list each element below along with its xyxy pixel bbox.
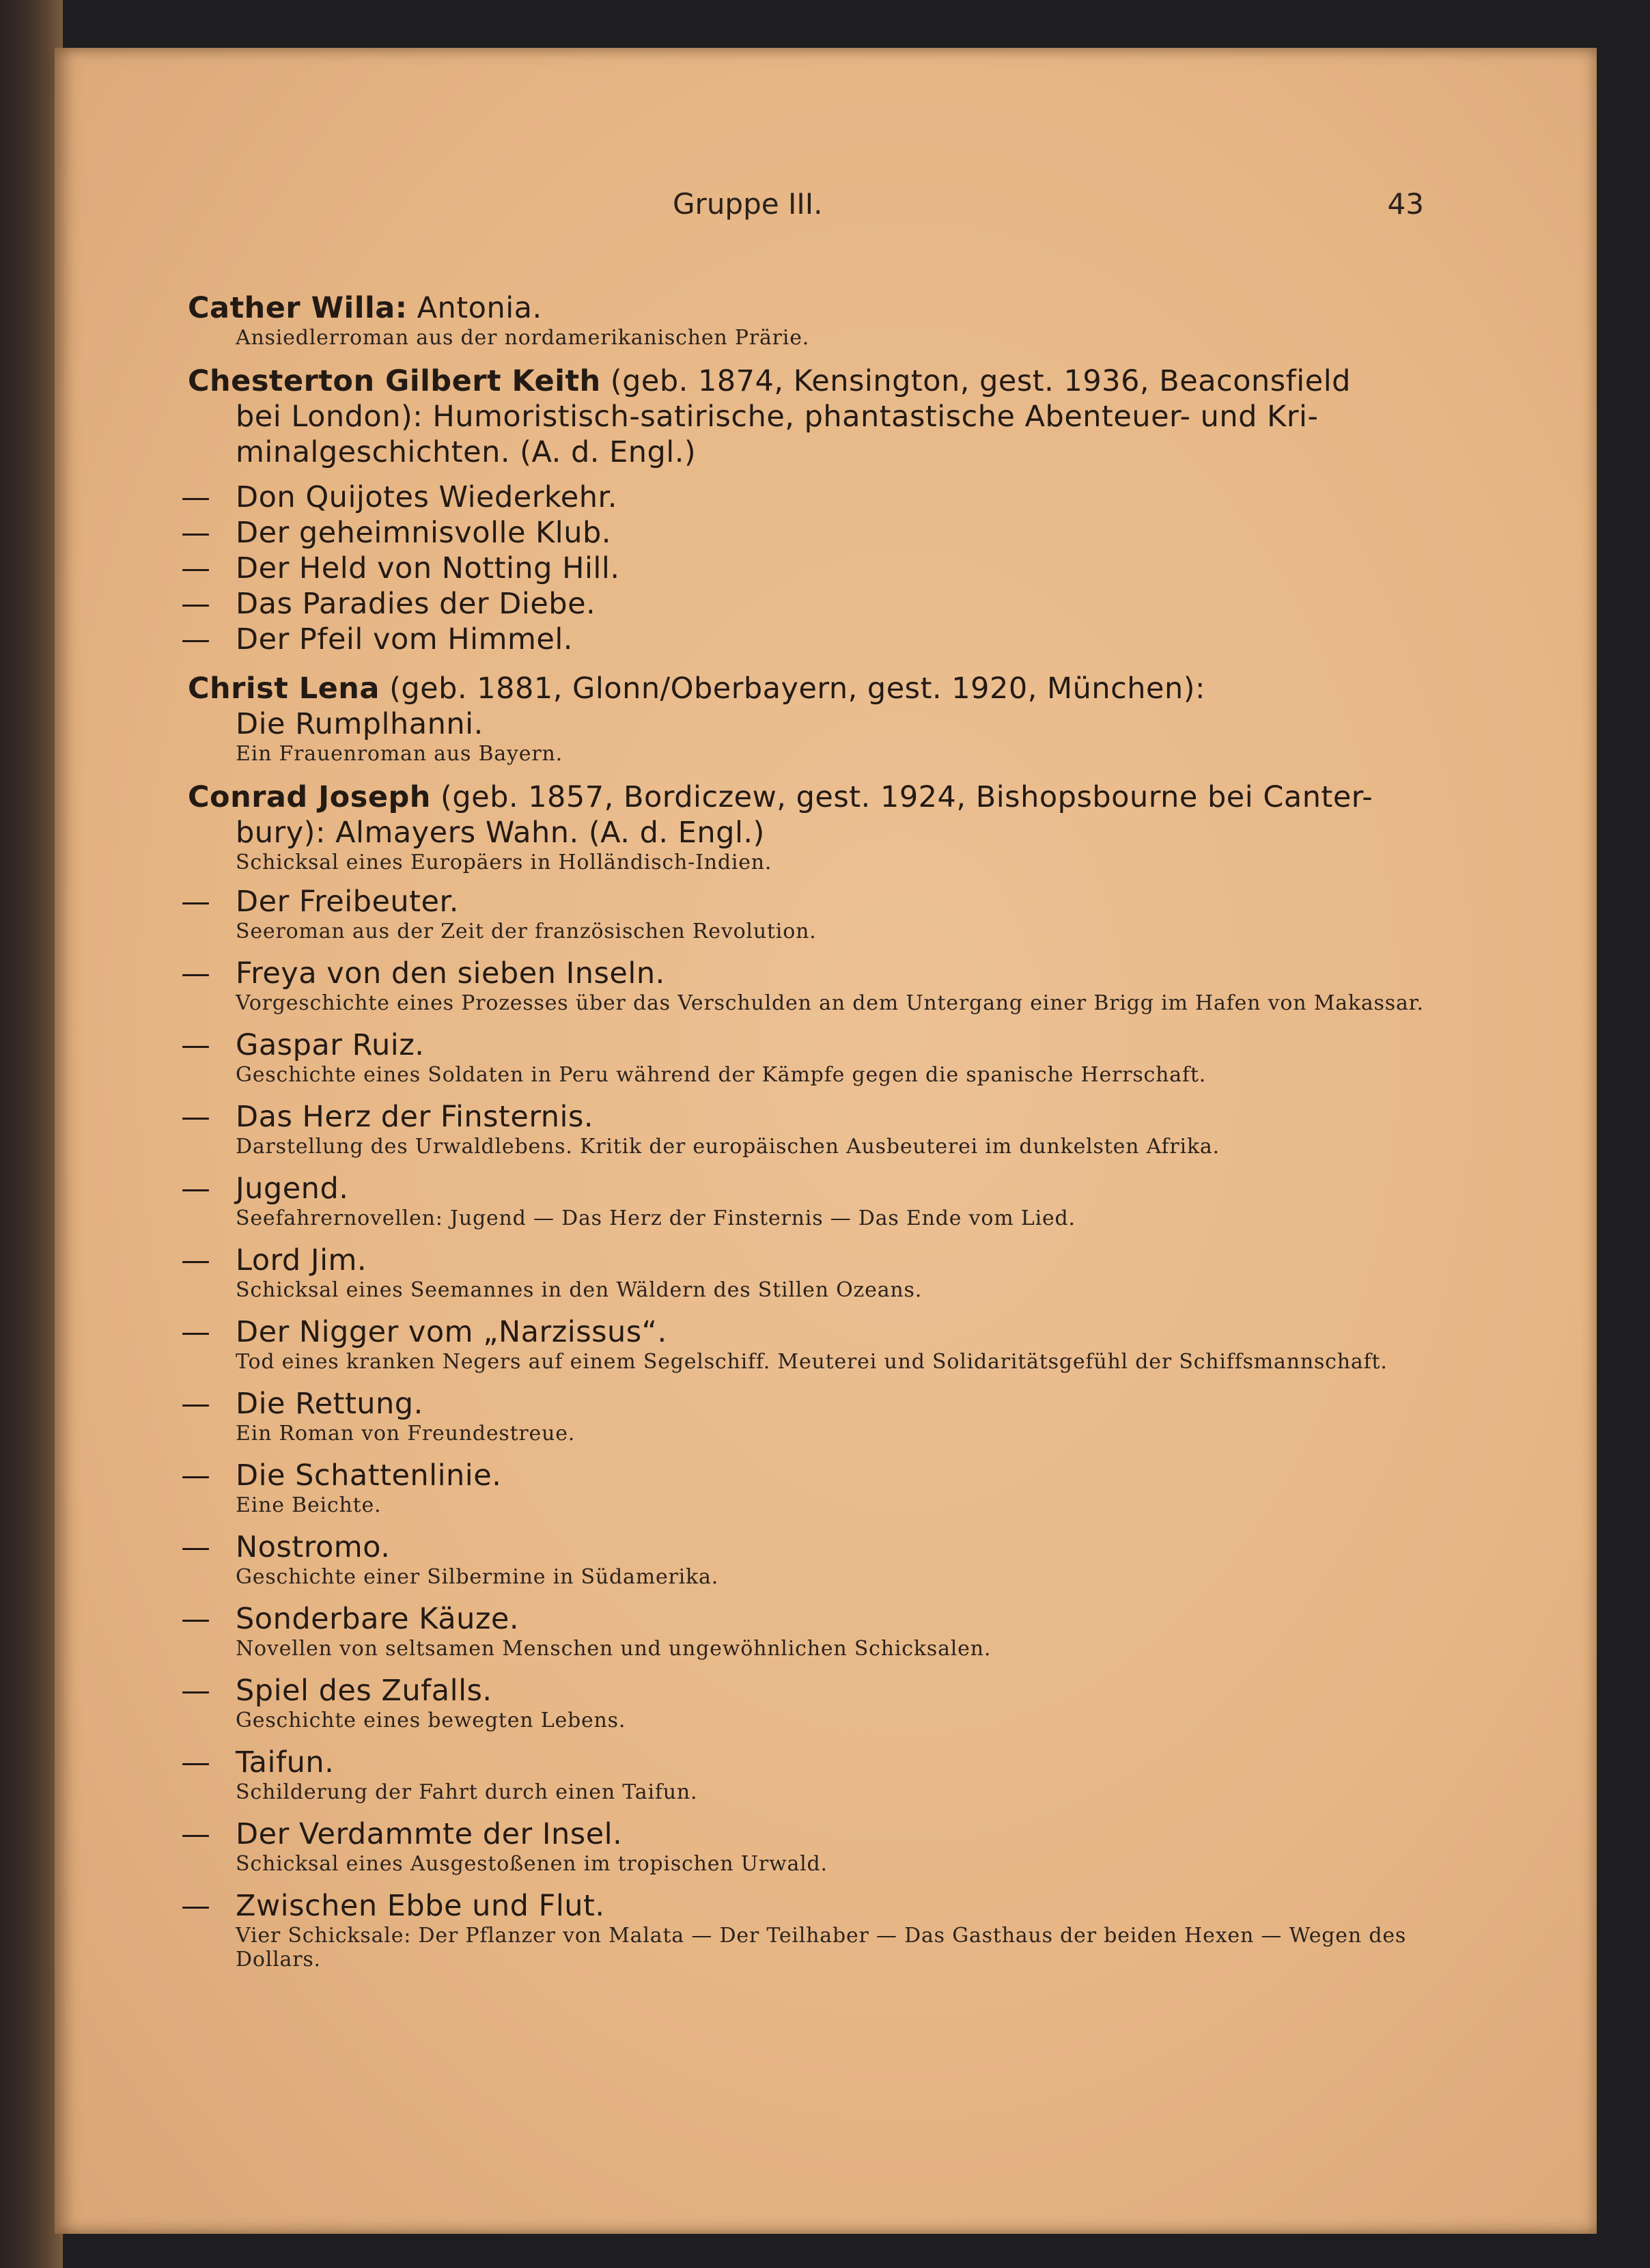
- work-title-row: [181, 1386, 1424, 1422]
- work-description: Darstellung des Urwaldlebens. Kritik der europäischen Ausbeuterei im dunkelsten Afrika.: [236, 1135, 1220, 1159]
- work-item: [181, 1458, 1424, 1517]
- work-item: [181, 480, 1424, 515]
- work-description: Seefahrernovellen: Jugend — Das Herz der Finsternis — Das Ende vom Lied.: [236, 1206, 1076, 1230]
- work-item: [181, 1099, 1424, 1159]
- work-title-row: [181, 1099, 1424, 1135]
- entry-heading: [188, 363, 1424, 399]
- work-title-row: [181, 515, 1424, 551]
- work-item: [181, 1888, 1424, 1972]
- dash-marker: —: [181, 1889, 211, 1923]
- entry-heading-continuation: bei London): Humoristisch-satirische, phantastische Abenteuer- und Kri-: [236, 400, 1319, 434]
- running-title: Gruppe III.: [673, 187, 823, 221]
- work-item: [181, 1673, 1424, 1732]
- entry-heading-text: (geb. 1874, Kensington, gest. 1936, Beaconsfield: [600, 364, 1351, 398]
- work-description: Schilderung der Fahrt durch einen Taifun.: [236, 1780, 698, 1804]
- work-title: Gaspar Ruiz.: [236, 1028, 425, 1062]
- work-title-row: [181, 1027, 1424, 1063]
- dash-marker: —: [181, 1458, 211, 1493]
- dash-marker: —: [181, 1315, 211, 1349]
- author-name: Chesterton Gilbert Keith: [188, 364, 601, 398]
- work-item: [181, 515, 1424, 551]
- work-title: Der Pfeil vom Himmel.: [236, 622, 573, 656]
- dash-marker: —: [181, 885, 211, 919]
- entry-heading: [188, 671, 1424, 706]
- work-description: Vorgeschichte eines Prozesses über das Verschulden an dem Untergang einer Brigg im Hafen von Makassar.: [236, 991, 1424, 1015]
- work-title-row: [181, 1601, 1424, 1637]
- work-title: Die Schattenlinie.: [236, 1458, 502, 1493]
- work-item: [181, 1314, 1424, 1374]
- dash-marker: —: [181, 551, 211, 585]
- entry-list: [181, 290, 1424, 1985]
- work-item: [181, 1530, 1424, 1589]
- entry-heading-text: (geb. 1881, Glonn/Oberbayern, gest. 1920, München):: [379, 672, 1206, 706]
- work-title: Nostromo.: [236, 1530, 391, 1564]
- page-number: 43: [1387, 187, 1424, 221]
- entry-heading-continuation: minalgeschichten. (A. d. Engl.): [236, 435, 697, 469]
- work-title-row: [181, 1458, 1424, 1493]
- work-title: Das Herz der Finsternis.: [236, 1100, 594, 1134]
- dash-marker: —: [181, 587, 211, 621]
- work-description: Schicksal eines Seemannes in den Wäldern des Stillen Ozeans.: [236, 1278, 923, 1302]
- dash-marker: —: [181, 1530, 211, 1564]
- work-description: Schicksal eines Ausgestoßenen im tropischen Urwald.: [236, 1852, 828, 1876]
- work-description: Geschichte eines bewegten Lebens.: [236, 1709, 626, 1732]
- work-title-row: [181, 956, 1424, 991]
- dash-marker: —: [181, 1602, 211, 1636]
- work-title-row: [181, 622, 1424, 657]
- work-item: [181, 1171, 1424, 1230]
- work-title: Sonderbare Käuze.: [236, 1602, 520, 1636]
- work-item: [181, 1243, 1424, 1302]
- work-description: Tod eines kranken Negers auf einem Segelschiff. Meuterei und Solidaritätsgefühl der Schiffsmannschaft.: [236, 1350, 1388, 1374]
- entry-heading-continuation: bury): Almayers Wahn. (A. d. Engl.): [236, 816, 765, 850]
- work-title: Jugend.: [236, 1172, 349, 1206]
- work-title: Der Held von Notting Hill.: [236, 551, 620, 585]
- work-title: Die Rettung.: [236, 1387, 423, 1421]
- work-description: Eine Beichte.: [236, 1493, 382, 1517]
- work-title: Zwischen Ebbe und Flut.: [236, 1889, 605, 1923]
- dash-marker: —: [181, 1674, 211, 1708]
- work-title: Spiel des Zufalls.: [236, 1674, 492, 1708]
- dash-marker: —: [181, 1028, 211, 1062]
- work-title: Don Quijotes Wiederkehr.: [236, 480, 617, 514]
- dash-marker: —: [181, 1745, 211, 1780]
- author-name: Cather Willa:: [188, 291, 408, 325]
- running-header: [188, 171, 1424, 225]
- work-title: Das Paradies der Diebe.: [236, 587, 596, 621]
- work-title-row: [181, 1816, 1424, 1852]
- work-item: [181, 551, 1424, 586]
- dash-marker: —: [181, 1100, 211, 1134]
- work-title-row: [181, 1745, 1424, 1780]
- work-title-row: [181, 884, 1424, 919]
- entry-heading-text: Antonia.: [407, 291, 542, 325]
- author-entry: [188, 671, 1424, 766]
- work-description: Geschichte einer Silbermine in Südamerika.: [236, 1565, 719, 1589]
- work-title: Der Nigger vom „Narzissus“.: [236, 1315, 667, 1349]
- work-title-row: [181, 1243, 1424, 1278]
- entry-description: Ein Frauenroman aus Bayern.: [236, 742, 563, 766]
- work-description: Novellen von seltsamen Menschen und ungewöhnlichen Schicksalen.: [236, 1637, 992, 1661]
- dash-marker: —: [181, 1817, 211, 1851]
- author-entry: [181, 779, 1424, 1972]
- work-item: [181, 1816, 1424, 1876]
- author-name: Conrad Joseph: [188, 780, 431, 814]
- dash-marker: —: [181, 1172, 211, 1206]
- work-item: [181, 884, 1424, 943]
- book-page: [55, 48, 1597, 2234]
- work-description: Seeroman aus der Zeit der französischen Revolution.: [236, 919, 817, 943]
- work-title-row: [181, 1888, 1424, 1924]
- entry-heading-text: (geb. 1857, Bordiczew, gest. 1924, Bishopsbourne bei Canter-: [430, 780, 1373, 814]
- entry-description: Schicksal eines Europäers in Holländisch-Indien.: [236, 850, 772, 874]
- author-entry: [188, 290, 1424, 350]
- work-item: [181, 1745, 1424, 1804]
- work-item: [181, 586, 1424, 622]
- work-description: Ein Roman von Freundestreue.: [236, 1422, 576, 1446]
- work-title-row: [181, 1171, 1424, 1206]
- work-item: [181, 622, 1424, 657]
- author-name: Christ Lena: [188, 672, 380, 706]
- work-item: [181, 1601, 1424, 1661]
- work-title: Freya von den sieben Inseln.: [236, 956, 665, 991]
- work-title: Lord Jim.: [236, 1243, 367, 1277]
- work-item: [181, 1027, 1424, 1087]
- work-title-row: [181, 1530, 1424, 1565]
- dash-marker: —: [181, 516, 211, 550]
- work-title-row: [181, 1673, 1424, 1709]
- work-title-row: [181, 480, 1424, 515]
- work-title: Der Freibeuter.: [236, 885, 459, 919]
- work-description: Geschichte eines Soldaten in Peru während der Kämpfe gegen die spanische Herrschaft.: [236, 1063, 1207, 1087]
- work-title: Taifun.: [236, 1745, 335, 1780]
- entry-description: Ansiedlerroman aus der nordamerikanischen Prärie.: [236, 326, 810, 350]
- work-title-row: [181, 1314, 1424, 1350]
- work-title: Der geheimnisvolle Klub.: [236, 516, 611, 550]
- work-title: Der Verdammte der Insel.: [236, 1817, 623, 1851]
- dash-marker: —: [181, 1387, 211, 1421]
- work-item: [181, 1386, 1424, 1446]
- dash-marker: —: [181, 480, 211, 514]
- work-title-row: [181, 586, 1424, 622]
- dash-marker: —: [181, 1243, 211, 1277]
- author-entry: [181, 363, 1424, 657]
- entry-heading: [188, 779, 1424, 815]
- dash-marker: —: [181, 622, 211, 656]
- entry-heading: [188, 290, 1424, 326]
- book-binding: [0, 0, 63, 2268]
- dash-marker: —: [181, 956, 211, 991]
- entry-heading-continuation: Die Rumplhanni.: [236, 707, 484, 741]
- work-description: Vier Schicksale: Der Pflanzer von Malata — Der Teilhaber — Das Gasthaus der beiden Hexen — Wegen des Dollars.: [236, 1924, 1407, 1972]
- work-title-row: [181, 551, 1424, 586]
- work-item: [181, 956, 1424, 1015]
